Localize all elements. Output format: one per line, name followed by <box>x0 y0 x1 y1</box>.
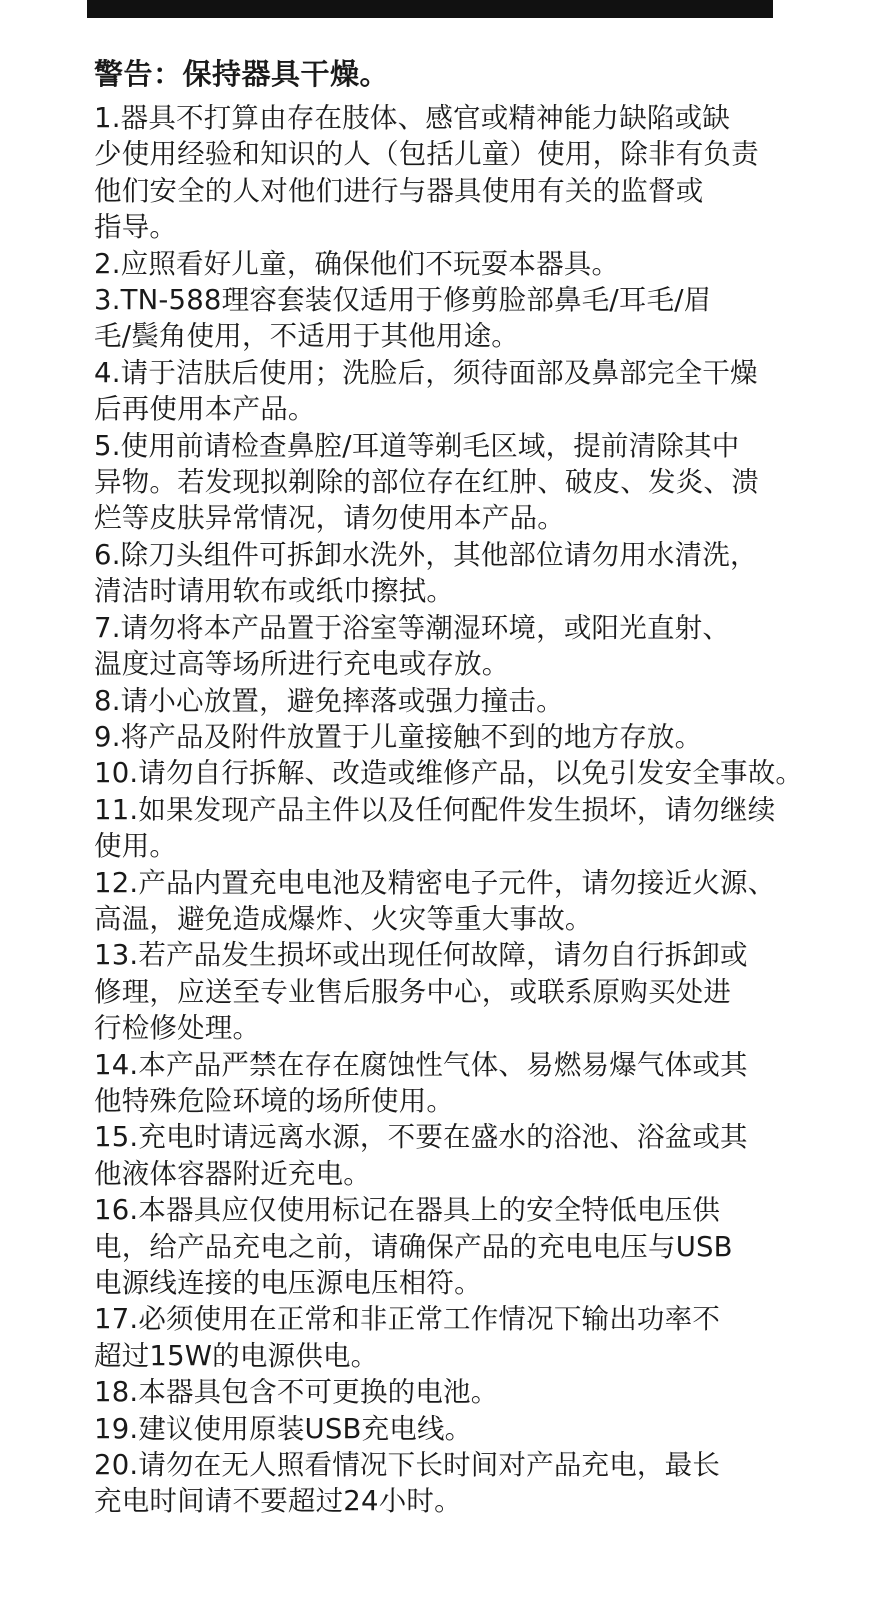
safety-notice <box>94 52 804 1520</box>
safety-item <box>94 355 794 428</box>
safety-item-line: 15.充电时请远离水源，不要在盛水的浴池、浴盆或其 <box>94 1121 748 1154</box>
safety-item-line: 2.应照看好儿童，确保他们不玩耍本器具。 <box>94 247 620 280</box>
safety-item-line: 20.请勿在无人照看情况下长时间对产品充电，最长 <box>94 1449 721 1482</box>
safety-item-line: 后再使用本产品。 <box>94 393 316 426</box>
safety-item <box>94 610 794 683</box>
safety-item <box>94 1374 794 1410</box>
safety-item-line: 他们安全的人对他们进行与器具使用有关的监督或 <box>94 174 704 207</box>
safety-item-line: 清洁时请用软布或纸巾擦拭。 <box>94 575 455 608</box>
header-bar <box>87 0 773 18</box>
safety-item-line: 8.请小心放置，避免摔落或强力撞击。 <box>94 684 564 717</box>
safety-item <box>94 246 794 282</box>
safety-item-line: 18.本器具包含不可更换的电池。 <box>94 1376 499 1409</box>
safety-item-line: 17.必须使用在正常和非正常工作情况下输出功率不 <box>94 1303 721 1336</box>
safety-item <box>94 683 794 719</box>
safety-item <box>94 100 794 246</box>
safety-item-line: 1.器具不打算由存在肢体、感官或精神能力缺陷或缺 <box>94 102 731 134</box>
safety-item-line: 6.除刀头组件可拆卸水洗外，其他部位请勿用水清洗， <box>94 538 758 571</box>
safety-item-line: 11.如果发现产品主件以及任何配件发生损坏，请勿继续 <box>94 793 776 826</box>
safety-item-line: 异物。若发现拟剃除的部位存在红肿、破皮、发炎、溃 <box>94 466 759 499</box>
safety-item-line: 5.使用前请检查鼻腔/耳道等剃毛区域，提前清除其中 <box>94 429 740 462</box>
safety-item <box>94 865 794 938</box>
safety-item-line: 他特殊危险环境的场所使用。 <box>94 1084 455 1117</box>
safety-item-line: 他液体容器附近充电。 <box>94 1157 371 1190</box>
safety-item <box>94 428 794 537</box>
safety-item <box>94 1447 794 1520</box>
safety-item <box>94 755 804 791</box>
safety-item <box>94 537 794 610</box>
safety-item-line: 14.本产品严禁在存在腐蚀性气体、易燃易爆气体或其 <box>94 1048 748 1081</box>
safety-item-line: 超过15W的电源供电。 <box>94 1339 379 1372</box>
safety-list <box>94 100 804 1520</box>
safety-item-line: 7.请勿将本产品置于浴室等潮湿环境，或阳光直射、 <box>94 611 731 644</box>
safety-item-line: 4.请于洁肤后使用；洗脸后，须待面部及鼻部完全干燥 <box>94 356 758 389</box>
safety-item-line: 少使用经验和知识的人（包括儿童）使用，除非有负责 <box>94 138 759 171</box>
safety-item <box>94 1301 794 1374</box>
safety-item-line: 电，给产品充电之前，请确保产品的充电电压与USB <box>94 1230 733 1263</box>
safety-item-line: 电源线连接的电压源电压相符。 <box>94 1267 482 1299</box>
safety-item-line: 温度过高等场所进行充电或存放。 <box>94 648 510 681</box>
safety-item <box>94 792 794 865</box>
safety-item-line: 13.若产品发生损坏或出现任何故障，请勿自行拆卸或 <box>94 939 748 972</box>
safety-item-line: 9.将产品及附件放置于儿童接触不到的地方存放。 <box>94 720 703 753</box>
safety-item <box>94 937 794 1046</box>
safety-item <box>94 1192 794 1301</box>
safety-item-line: 10.请勿自行拆解、改造或维修产品，以免引发安全事故。 <box>94 757 804 790</box>
safety-item-line: 行检修处理。 <box>94 1012 261 1045</box>
safety-item-line: 修理，应送至专业售后服务中心，或联系原购买处进 <box>94 975 732 1008</box>
safety-item-line: 烂等皮肤异常情况，请勿使用本产品。 <box>94 502 565 535</box>
safety-item <box>94 282 794 355</box>
safety-item-line: 19.建议使用原装USB充电线。 <box>94 1412 473 1445</box>
safety-item-line: 使用。 <box>94 830 178 863</box>
safety-item <box>94 1119 794 1192</box>
safety-item-line: 毛/鬓角使用，不适用于其他用途。 <box>94 320 519 353</box>
safety-item-line: 12.产品内置充电电池及精密电子元件，请勿接近火源、 <box>94 866 776 899</box>
safety-item-line: 16.本器具应仅使用标记在器具上的安全特低电压供 <box>94 1194 721 1227</box>
warning-title: 警告：保持器具干燥。 <box>94 57 390 91</box>
safety-item-line: 3.TN-588理容套装仅适用于修剪脸部鼻毛/耳毛/眉 <box>94 284 712 317</box>
safety-item-line: 充电时间请不要超过24小时。 <box>94 1485 462 1518</box>
safety-item <box>94 1411 794 1447</box>
safety-item-line: 高温，避免造成爆炸、火灾等重大事故。 <box>94 902 593 935</box>
safety-item-line: 指导。 <box>94 211 178 244</box>
safety-item <box>94 719 794 755</box>
safety-item <box>94 1047 794 1120</box>
